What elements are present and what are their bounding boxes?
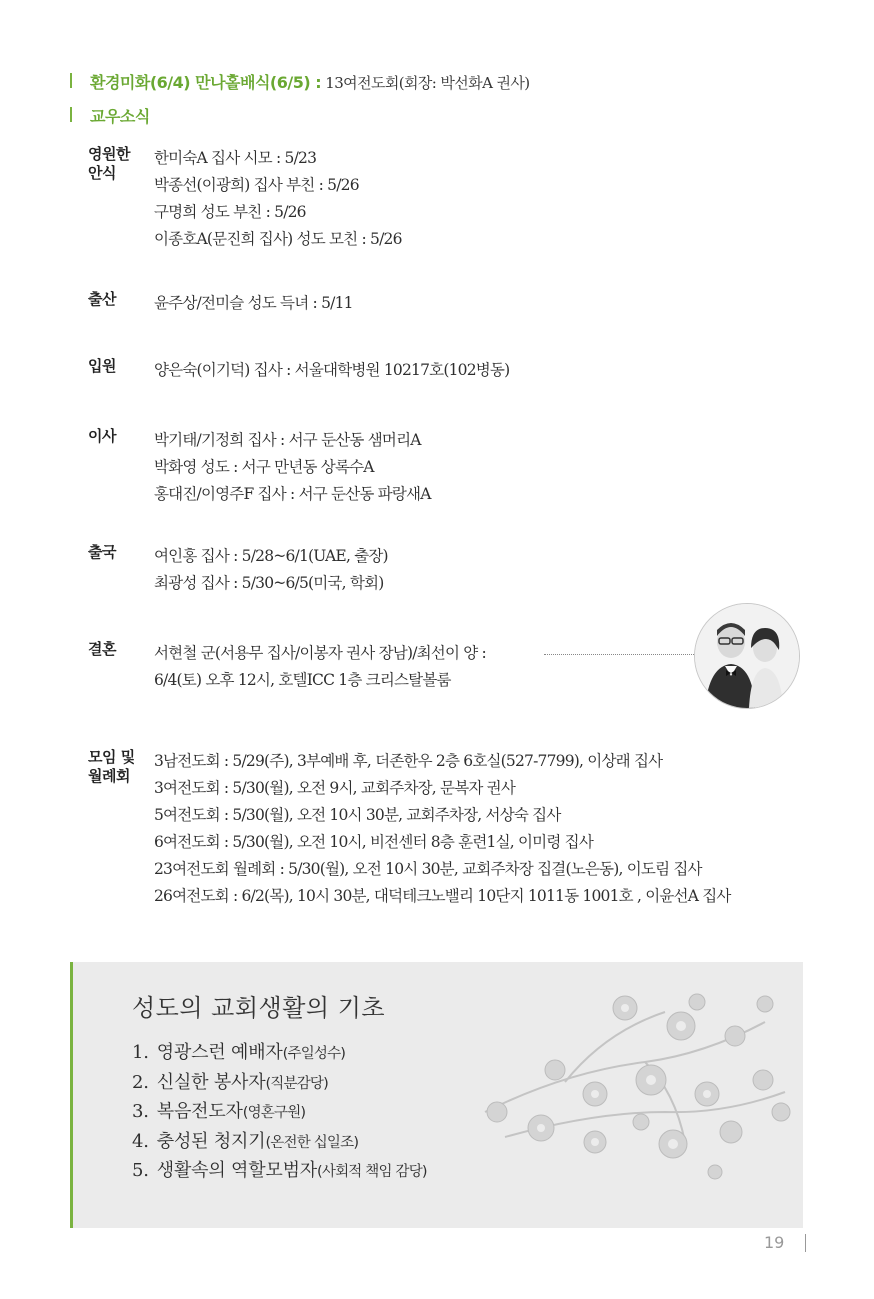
section-line: 26여전도회 : 6/2(목), 10시 30분, 대덕테크노밸리 10단지 1011동 1001호 , 이윤선A 집사 (154, 887, 731, 905)
box-accent-bar (70, 962, 73, 1228)
box-title: 성도의 교회생활의 기초 (132, 994, 386, 1022)
basics-list (132, 1038, 427, 1186)
list-item: 3. 복음전도자(영혼구원) (132, 1101, 306, 1122)
section-line: 3여전도회 : 5/30(월), 오전 9시, 교회주차장, 문복자 권사 (154, 779, 516, 797)
section-line: 윤주상/전미슬 성도 득녀 : 5/11 (154, 294, 353, 312)
header-bar (70, 107, 72, 122)
section-line: 23여전도회 월례회 : 5/30(월), 오전 10시 30분, 교회주차장 집결(노은동), 이도림 집사 (154, 860, 702, 878)
section-label: 모임 및 월례회 (88, 748, 135, 785)
section-line: 홍대진/이영주F 집사 : 서구 둔산동 파랑새A (154, 485, 431, 503)
list-item: 2. 신실한 봉사자(직분감당) (132, 1071, 328, 1093)
section-line: 3남전도회 : 5/29(주), 3부예배 후, 더존한우 2층 6호실(527-7799), 이상래 집사 (154, 752, 663, 770)
basics-box (70, 962, 803, 1228)
page-number: 19 (764, 1233, 785, 1252)
wedding-photo (694, 603, 800, 709)
section-line: 박기태/기정희 집사 : 서구 둔산동 샘머리A (154, 431, 421, 449)
event-header (70, 70, 530, 93)
list-item: 1. 영광스런 예배자(주일성수) (132, 1042, 346, 1063)
section-line: 한미숙A 집사 시모 : 5/23 (154, 149, 317, 167)
section-label: 이사 (88, 427, 116, 445)
flower-decoration-icon (445, 962, 803, 1228)
news-header (70, 104, 150, 127)
section-label: 출국 (88, 543, 116, 561)
section-label: 결혼 (88, 640, 116, 658)
section-line: 서현철 군(서용무 집사/이봉자 권사 장남)/최선이 양 : (154, 644, 486, 662)
section-line: 양은숙(이기덕) 집사 : 서울대학병원 10217호(102병동) (154, 361, 510, 379)
header-bar (70, 73, 72, 88)
list-item: 4. 충성된 청지기(온전한 십일조) (132, 1130, 359, 1152)
section-line: 6여전도회 : 5/30(월), 오전 10시, 비전센터 8층 훈련1실, 이미령 집사 (154, 833, 593, 851)
section-line: 5여전도회 : 5/30(월), 오전 10시 30분, 교회주차장, 서상숙 집사 (154, 806, 561, 824)
section-label: 출산 (88, 290, 116, 308)
news-title: 교우소식 (90, 107, 150, 126)
section-line: 여인홍 집사 : 5/28~6/1(UAE, 출장) (154, 547, 388, 565)
section-label: 영원한 안식 (88, 145, 130, 182)
section-line: 박화영 성도 : 서구 만년동 상록수A (154, 458, 374, 476)
event-detail: 13여전도회(회장: 박선화A 권사) (321, 74, 530, 92)
section-line: 이종호A(문진희 집사) 성도 모친 : 5/26 (154, 230, 402, 248)
section-line: 최광성 집사 : 5/30~6/5(미국, 학회) (154, 574, 384, 592)
page-number-bar (805, 1234, 806, 1252)
section-line: 박종선(이광희) 집사 부친 : 5/26 (154, 176, 359, 194)
event-title: 환경미화(6/4) 만나홀배식(6/5) : (90, 73, 322, 92)
list-item: 5. 생활속의 역할모범자(사회적 책임 감당) (132, 1160, 427, 1181)
dotted-leader (544, 654, 696, 655)
section-line: 6/4(토) 오후 12시, 호텔ICC 1층 크리스탈볼룸 (154, 671, 451, 689)
section-label: 입원 (88, 357, 116, 375)
section-line: 구명희 성도 부친 : 5/26 (154, 203, 306, 221)
